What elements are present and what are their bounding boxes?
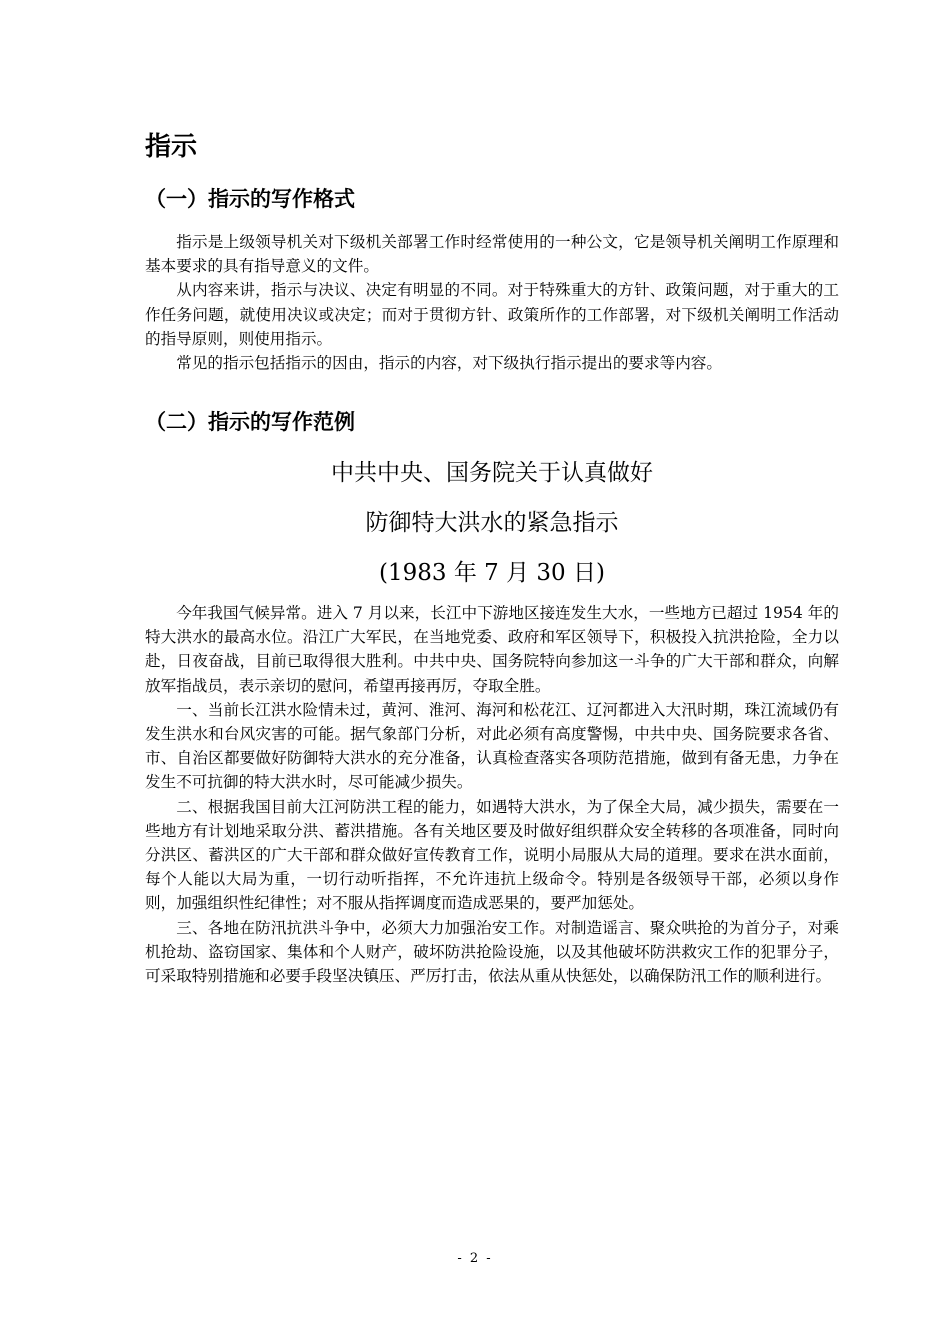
paragraph: 三、各地在防汛抗洪斗争中，必须大力加强治安工作。对制造谣言、聚众哄抢的为首分子，对乘机抢劫、盗窃国家、集体和个人财产，破坏防洪抢险设施，以及其他破坏防洪救灾工作的犯罪分子，可采取特别措施和必要手段坚决镇压、严厉打击，依法从重从快惩处，以确保防汛工作的顺利进行。 [145,918,839,986]
example-date: (1983 年 7 月 30 日) [379,560,605,586]
section-heading-format: （一）指示的写作格式 [145,186,355,211]
paragraph: 一、当前长江洪水险情未过，黄河、淮河、海河和松花江、辽河都进入大汛时期，珠江流域仍有发生洪水和台风灾害的可能。据气象部门分析，对此必须有高度警惕，中共中央、国务院要求各省、市、自治区都要做好防御特大洪水的充分准备，认真检查落实各项防范措施，做到有备无患，力争在发生不可抗御的特大洪水时，尽可能减少损失。 [145,700,839,792]
page-title: 指示 [145,132,198,162]
paragraph: 指示是上级领导机关对下级机关部署工作时经常使用的一种公文，它是领导机关阐明工作原理和基本要求的具有指导意义的文件。 [145,233,839,276]
paragraph: 常见的指示包括指示的因由，指示的内容，对下级执行指示提出的要求等内容。 [176,354,722,373]
example-body [145,601,839,988]
section-format-body [145,230,839,375]
paragraph: 从内容来讲，指示与决议、决定有明显的不同。对于特殊重大的方针、政策问题，对于重大的工作任务问题，就使用决议或决定；而对于贯彻方针、政策所作的工作部署，对下级机关阐明工作活动的指导原则，则使用指示。 [145,281,839,348]
page-number: - 2 - [457,1251,493,1266]
paragraph: 二、根据我国目前大江河防洪工程的能力，如遇特大洪水，为了保全大局，减少损失，需要在一些地方有计划地采取分洪、蓄洪措施。各有关地区要及时做好组织群众安全转移的各项准备，同时向分洪区、蓄洪区的广大干部和群众做好宣传教育工作，说明小局服从大局的道理。要求在洪水面前，每个人能以大局为重，一切行动听指挥，不允许违抗上级命令。特别是各级领导干部，必须以身作则，加强组织性纪律性；对不服从指挥调度而造成恶果的，要严加惩处。 [145,797,839,913]
paragraph: 今年我国气候异常。进入 7 月以来，长江中下游地区接连发生大水，一些地方已超过 1954 年的特大洪水的最高水位。沿江广大军民，在当地党委、政府和军区领导下，积极投入抗洪抢险，全力以赴，日夜奋战，目前已取得很大胜利。中共中央、国务院特向参加这一斗争的广大干部和群众，向解放军指战员，表示亲切的慰问，希望再接再厉，夺取全胜。 [145,604,839,695]
example-title-line1: 中共中央、国务院关于认真做好 [331,460,653,486]
example-title-line2: 防御特大洪水的紧急指示 [365,510,619,536]
section-heading-example: （二）指示的写作范例 [145,409,355,434]
